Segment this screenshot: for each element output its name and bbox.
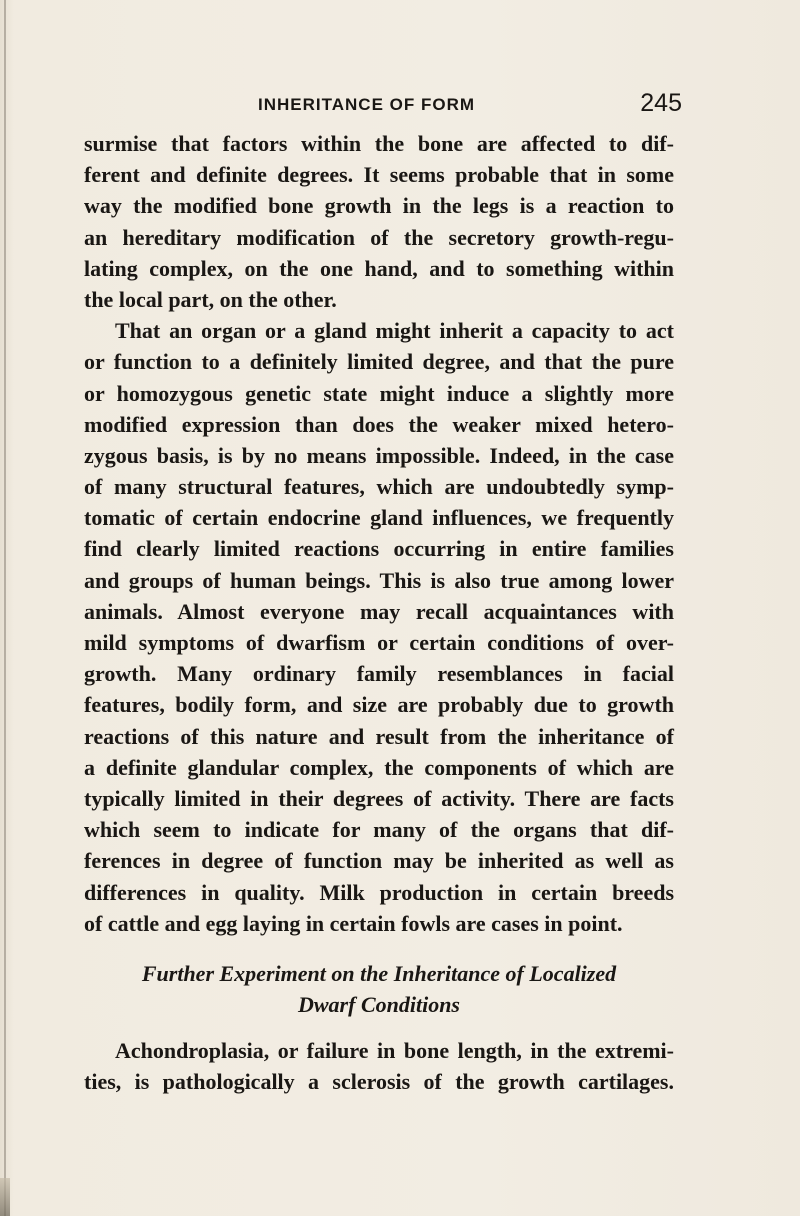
binding-shadow (0, 1178, 10, 1216)
spacer (84, 1020, 674, 1035)
text-line: features, bodily form, and size are probably due to growth (84, 692, 674, 718)
running-head: INHERITANCE OF FORM (258, 95, 476, 114)
text-line: which seem to indicate for many of the organs that dif- (84, 817, 674, 843)
text-line: of cattle and egg laying in certain fowls are cases in point. (84, 910, 623, 936)
text-line: growth. Many ordinary family resemblances in facial (84, 661, 674, 687)
text-line: a definite glandular complex, the components of which are (84, 754, 674, 780)
paragraph-3 (84, 1035, 674, 1097)
subheading-line: Dwarf Conditions (298, 991, 460, 1017)
text-line: mild symptoms of dwarfism or certain conditions of over- (84, 630, 674, 655)
text-line: typically limited in their degrees of activity. There are facts (84, 785, 674, 811)
paragraph-1 (84, 128, 674, 315)
text-line: the local part, on the other. (84, 286, 337, 312)
text-line: ferent and definite degrees. It seems probable that in some (84, 162, 674, 188)
text-line: lating complex, on the one hand, and to something within (84, 255, 674, 281)
text-line: way the modified bone growth in the legs is a reaction to (84, 193, 674, 219)
text-line: surmise that factors within the bone are affected to dif- (84, 131, 674, 156)
body-text (84, 128, 674, 1097)
page-gutter-edge (4, 0, 6, 1216)
text-line: and groups of human beings. This is also true among lower (84, 567, 674, 593)
page-number: 245 (640, 89, 682, 117)
paragraph-2 (84, 315, 674, 939)
text-line: reactions of this nature and result from the inheritance of (84, 723, 674, 749)
text-line: zygous basis, is by no means impossible. Indeed, in the case (84, 442, 674, 468)
text-line: animals. Almost everyone may recall acquaintances with (84, 598, 674, 624)
text-line: Achondroplasia, or failure in bone length, in the extremi- (115, 1037, 674, 1063)
text-line: tomatic of certain endocrine gland influences, we frequently (84, 505, 674, 531)
text-line: of many structural features, which are undoubtedly symp- (84, 474, 674, 500)
text-line: That an organ or a gland might inherit a capacity to act (115, 318, 674, 344)
spacer (84, 939, 674, 958)
subheading-line: Further Experiment on the Inheritance of Localized (141, 960, 617, 986)
text-line: differences in quality. Milk production in certain breeds (84, 879, 674, 905)
text-line: modified expression than does the weaker mixed hetero- (84, 411, 674, 437)
section-subheading (84, 958, 674, 1020)
text-line: ferences in degree of function may be inherited as well as (84, 848, 674, 874)
text-line: find clearly limited reactions occurring in entire families (84, 536, 674, 562)
text-line: or function to a definitely limited degree, and that the pure (84, 349, 674, 375)
text-line: an hereditary modification of the secretory growth-regu- (84, 224, 674, 250)
text-line: or homozygous genetic state might induce a slightly more (84, 380, 674, 406)
text-line: ties, is pathologically a sclerosis of the growth cartilages. (84, 1069, 674, 1095)
page-header (258, 89, 682, 125)
